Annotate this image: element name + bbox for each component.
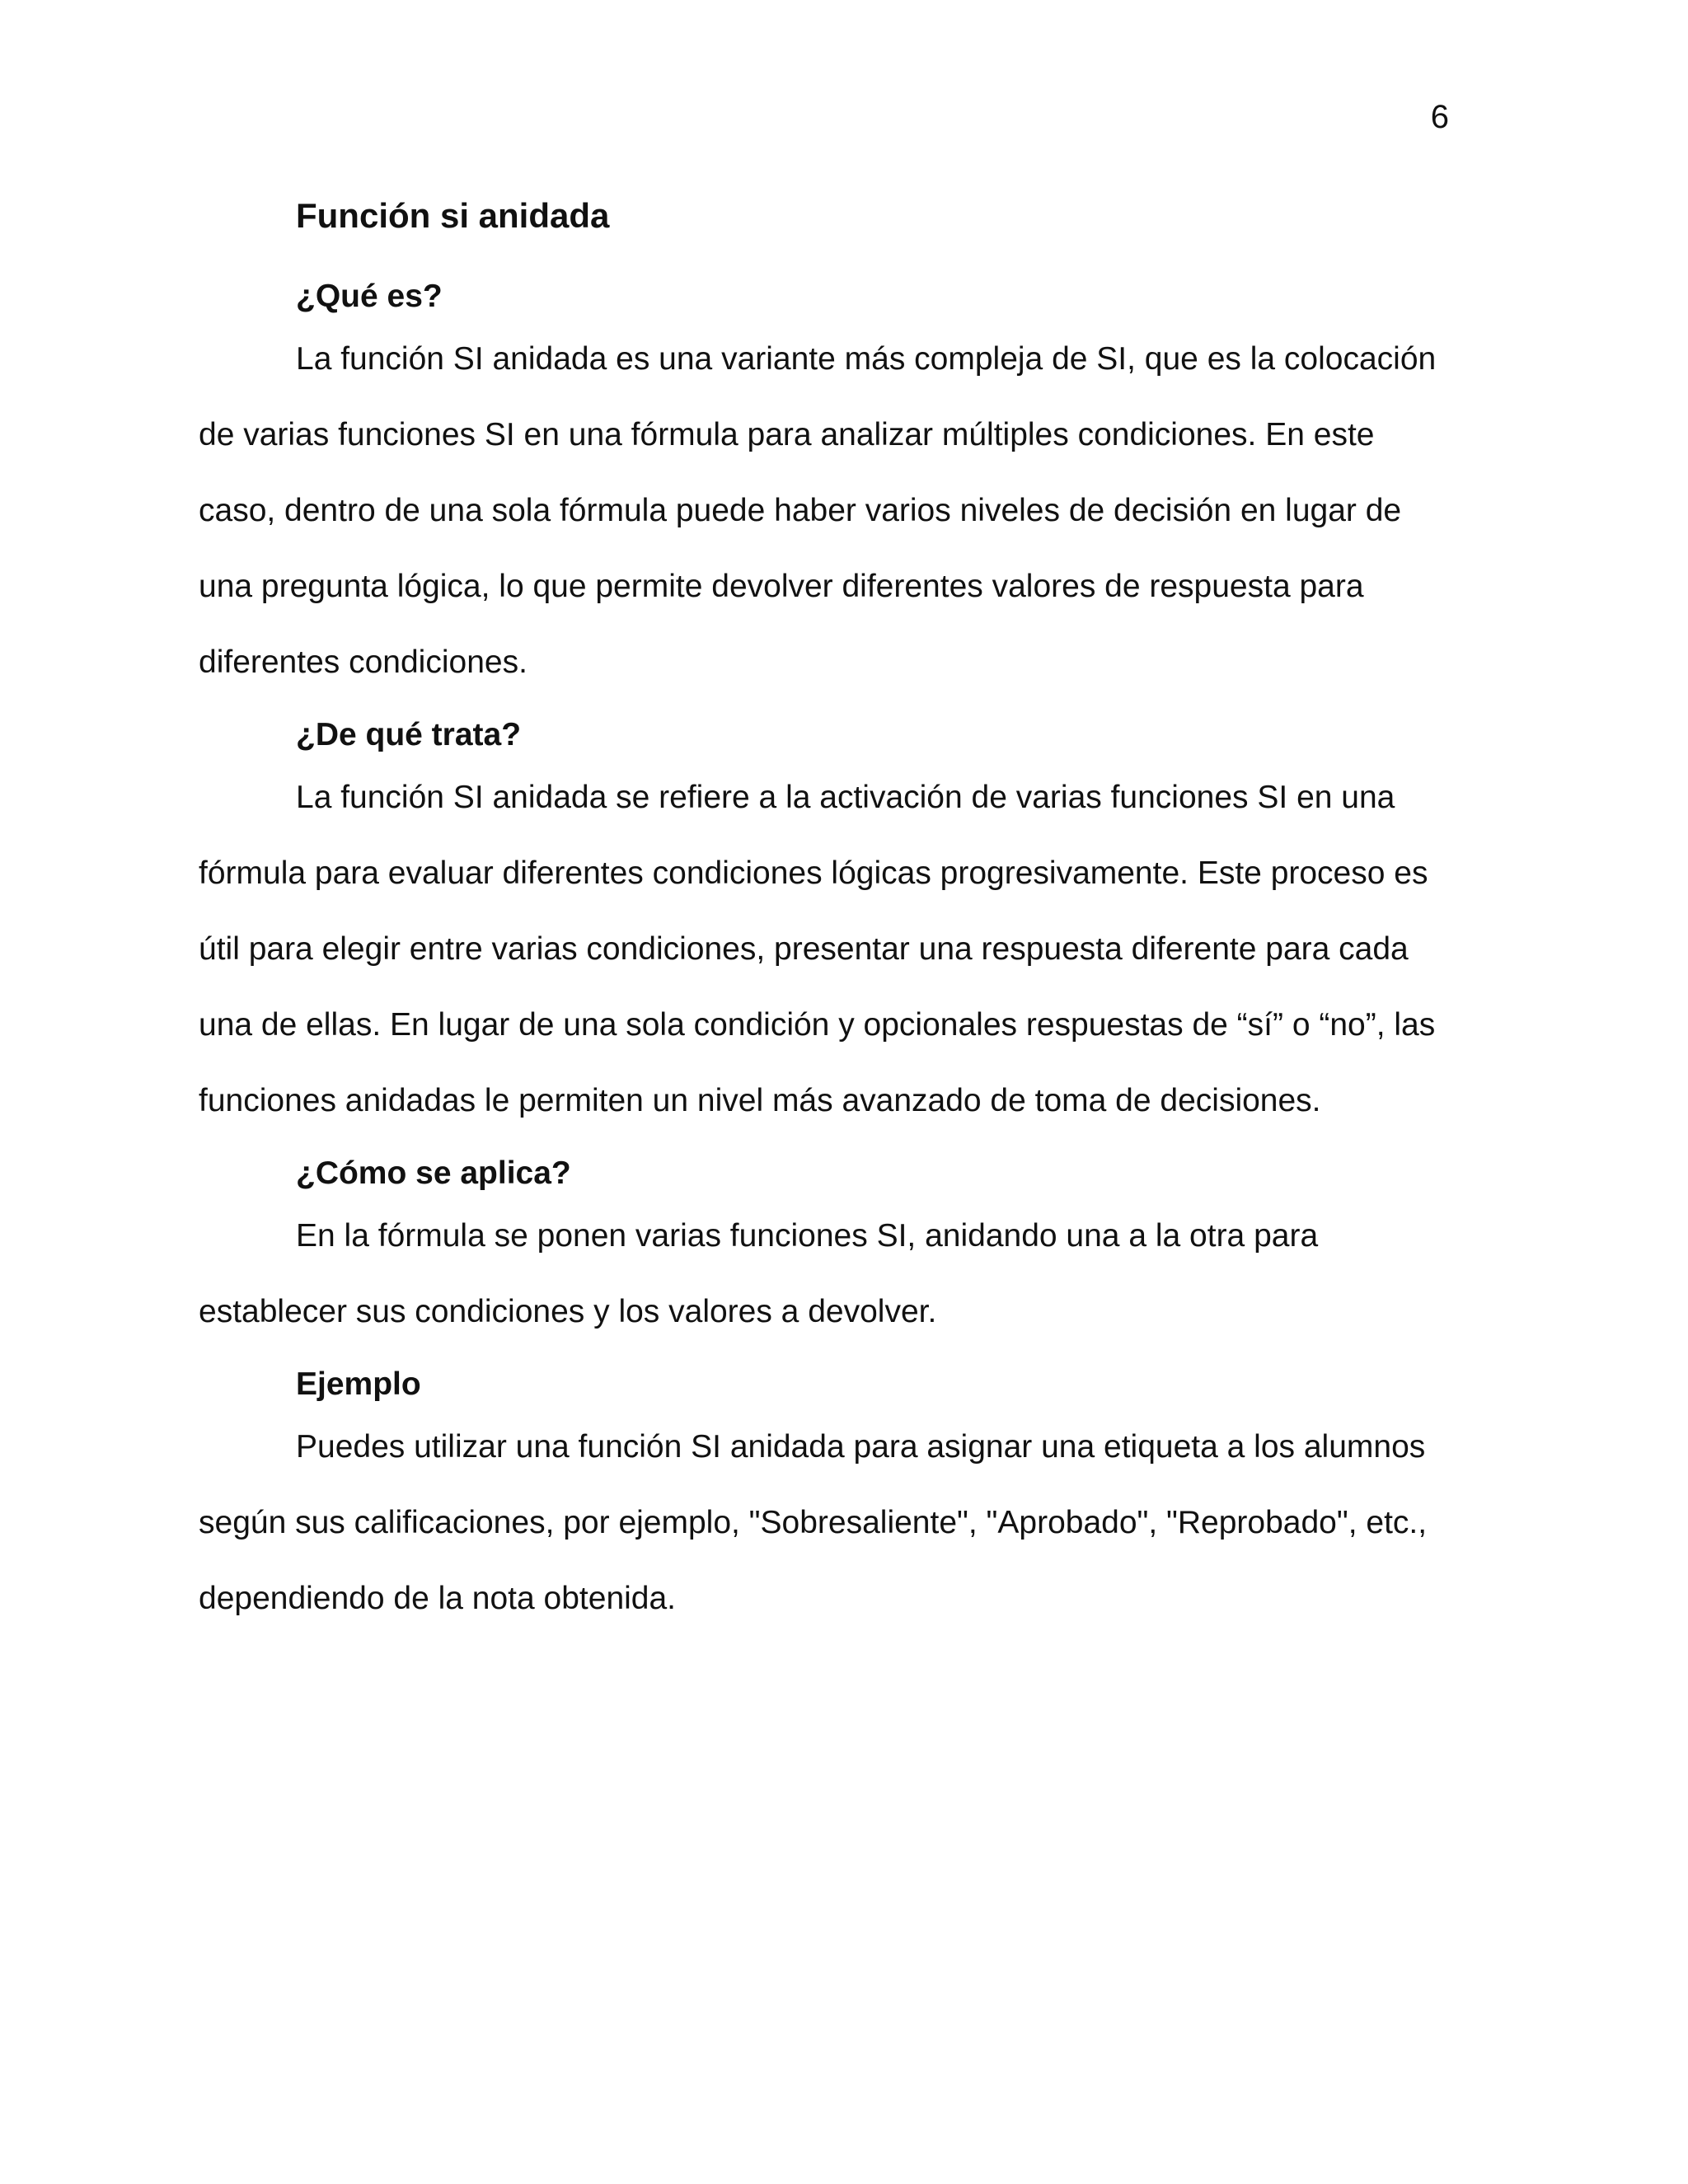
section-heading-ejemplo: Ejemplo bbox=[296, 1366, 421, 1402]
section-spacer bbox=[199, 1139, 1451, 1149]
page-number: 6 bbox=[1430, 99, 1449, 135]
section-heading-que-es: ¿Qué es? bbox=[296, 279, 443, 314]
section-spacer bbox=[199, 1350, 1451, 1360]
section-paragraph-de-que-trata: La función SI anidada se refiere a la activación de varias funciones SI en una fórmula para evaluar diferentes condiciones lógicas progresivamente. Este proceso es útil para elegir entre varias condiciones, presentar una respuesta diferente para cada una de ellas. En lugar de una sola condición y opcionales respuestas de “sí” o “no”, las funciones anidadas le permiten un nivel más avanzado de toma de decisiones. bbox=[199, 780, 1436, 1118]
section-heading-de-que-trata: ¿De qué trata? bbox=[296, 717, 522, 752]
section-paragraph-como-se-aplica: En la fórmula se ponen varias funciones SI, anidando una a la otra para establecer sus condiciones y los valores a devolver. bbox=[199, 1218, 1319, 1329]
page-title: Función si anidada bbox=[296, 196, 610, 235]
section-paragraph-que-es: La función SI anidada es una variante más compleja de SI, que es la colocación de varias funciones SI en una fórmula para analizar múltiples condiciones. En este caso, dentro de una sola fórmula puede haber varios niveles de decisión en lugar de una pregunta lógica, lo que permite devolver diferentes valores de respuesta para diferentes condiciones. bbox=[199, 341, 1437, 680]
section-spacer bbox=[199, 701, 1451, 710]
section-heading-como-se-aplica: ¿Cómo se aplica? bbox=[296, 1155, 571, 1191]
section-paragraph-ejemplo: Puedes utilizar una función SI anidada para asignar una etiqueta a los alumnos según sus calificaciones, por ejemplo, "Sobresaliente", "Aprobado", "Reprobado", etc., dependiendo de la nota obtenida. bbox=[199, 1429, 1428, 1616]
document-body bbox=[199, 191, 1451, 1637]
